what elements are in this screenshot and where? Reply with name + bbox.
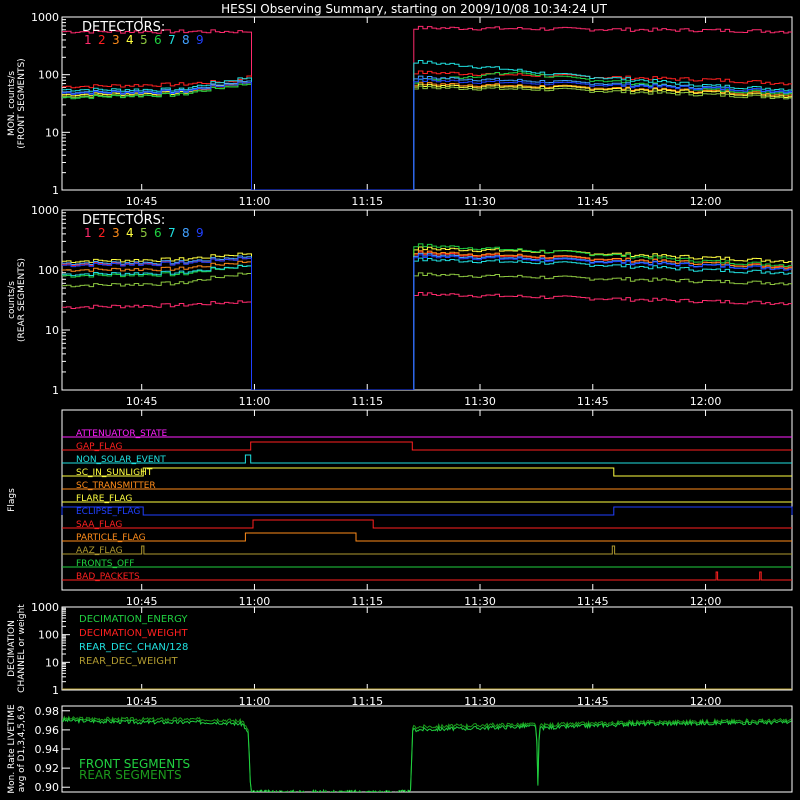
x-tick-label: 12:00 — [689, 595, 722, 608]
y-tick-label: 10 — [45, 656, 59, 670]
y-tick-label: 1000 — [31, 11, 59, 24]
series-line-1 — [62, 26, 793, 190]
livetime-legend-item: REAR SEGMENTS — [79, 768, 182, 782]
y-axis-label: (REAR SEGMENTS) — [17, 257, 27, 343]
flag-label: ATTENUATOR_STATE — [76, 429, 168, 439]
x-tick-label: 11:45 — [576, 395, 609, 408]
legend-label-2: 2 — [98, 33, 106, 47]
legend-label-6: 6 — [154, 226, 162, 240]
flag-label: ECLIPSE_FLAG — [76, 507, 141, 517]
x-tick-label: 10:45 — [125, 695, 158, 708]
flag-trace — [62, 442, 792, 450]
y-tick-label: 100 — [38, 68, 59, 82]
y-tick-label: 1000 — [31, 601, 59, 614]
y-tick-label: 1 — [52, 684, 59, 697]
flag-label: AAZ_FLAG — [76, 546, 123, 556]
y-tick-label: 100 — [38, 628, 59, 642]
series-line-3 — [62, 82, 793, 190]
y-tick-label: 1 — [52, 184, 59, 197]
y-tick-label: 10 — [45, 324, 59, 337]
series-line-5 — [62, 84, 793, 190]
legend-title: DETECTORS: — [82, 213, 166, 228]
legend-label-8: 8 — [182, 226, 190, 240]
legend-label-8: 8 — [182, 33, 190, 47]
livetime-series-line — [62, 717, 792, 794]
flag-label: FRONTS_OFF — [76, 559, 135, 569]
figure-title: HESSI Observing Summary, starting on 2009/10/08 10:34:24 UT — [221, 2, 607, 16]
flag-label: FLARE_FLAG — [76, 494, 133, 504]
y-tick-label: 0.94 — [34, 743, 59, 756]
y-axis-label: (FRONT SEGMENTS) — [17, 58, 27, 149]
y-axis-label: Mon. Rate LIVETIME — [7, 704, 17, 794]
series-line-1 — [62, 293, 793, 391]
x-tick-label: 11:30 — [464, 595, 496, 608]
x-tick-label: 12:00 — [689, 195, 722, 208]
flag-trace — [62, 572, 792, 580]
series-group — [62, 717, 792, 794]
y-axis-label: DECIMATION — [7, 620, 17, 677]
front-panel — [7, 11, 793, 208]
x-tick-label: 11:30 — [464, 695, 496, 708]
series-line-5 — [62, 273, 793, 390]
y-tick-label: 0.92 — [34, 762, 59, 776]
y-axis-label: avg of D1,3,4,5,6,9 — [17, 705, 27, 793]
series-line-4 — [62, 247, 793, 390]
series-group — [62, 244, 793, 390]
flag-trace — [62, 468, 792, 476]
x-tick-label: 12:00 — [689, 695, 722, 708]
legend-label-4: 4 — [126, 226, 134, 240]
livetime-panel — [7, 704, 792, 794]
legend-label-9: 9 — [196, 226, 204, 240]
x-tick-label: 11:15 — [351, 195, 384, 208]
panels-group — [7, 11, 793, 794]
decimation-legend-item: DECIMATION_WEIGHT — [79, 628, 188, 639]
legend-label-9: 9 — [196, 33, 204, 47]
x-tick-label: 11:45 — [576, 695, 609, 708]
y-axis-label: MON. counts/s — [7, 70, 17, 137]
y-axis-label: CHANNEL or weight — [17, 604, 27, 693]
legend-label-5: 5 — [140, 33, 148, 47]
flag-trace — [62, 546, 792, 554]
x-tick-label: 10:45 — [125, 595, 158, 608]
x-tick-label: 11:30 — [464, 195, 496, 208]
legend-label-2: 2 — [98, 226, 106, 240]
decimation-legend-item: REAR_DEC_WEIGHT — [79, 656, 178, 667]
flag-trace — [62, 455, 792, 463]
decimation-legend-item: DECIMATION_ENERGY — [79, 614, 188, 625]
series-line-4 — [62, 81, 793, 190]
x-tick-label: 10:45 — [125, 195, 158, 208]
livetime-legend-item: FRONT SEGMENTS — [79, 757, 191, 771]
decimation-panel — [7, 601, 792, 708]
y-tick-label: 0.96 — [34, 723, 59, 737]
x-tick-label: 11:00 — [238, 695, 271, 708]
y-axis-label: counts/s — [7, 281, 17, 319]
x-tick-label: 11:00 — [238, 195, 271, 208]
series-group — [62, 26, 793, 190]
series-line-3 — [62, 251, 793, 390]
flags-panel — [7, 410, 792, 608]
flag-label: SC_IN_SUNLIGHT — [76, 468, 153, 478]
legend-label-7: 7 — [168, 33, 176, 47]
flag-label: BAD_PACKETS — [76, 572, 140, 582]
x-tick-label: 11:15 — [351, 595, 384, 608]
flag-label: GAP_FLAG — [76, 442, 123, 452]
legend-label-3: 3 — [112, 33, 120, 47]
flag-trace — [62, 507, 792, 515]
x-tick-label: 11:00 — [238, 395, 271, 408]
x-tick-label: 11:45 — [576, 595, 609, 608]
flag-trace — [62, 533, 792, 541]
legend-label-3: 3 — [112, 226, 120, 240]
legend-label-7: 7 — [168, 226, 176, 240]
legend-label-6: 6 — [154, 33, 162, 47]
y-axis-label: Flags — [7, 488, 17, 512]
flag-label: NON_SOLAR_EVENT — [76, 455, 166, 465]
y-tick-label: 10 — [45, 126, 59, 140]
legend-label-4: 4 — [126, 33, 134, 47]
legend-label-1: 1 — [84, 226, 92, 240]
y-tick-label: 100 — [38, 264, 59, 277]
x-tick-label: 11:45 — [576, 195, 609, 208]
y-tick-label: 1 — [52, 384, 59, 397]
flag-label: PARTICLE_FLAG — [76, 533, 146, 543]
flag-label: SC_TRANSMITTER — [76, 481, 156, 491]
x-tick-label: 11:15 — [351, 395, 384, 408]
y-tick-label: 0.90 — [34, 781, 59, 795]
series-line-7 — [62, 258, 793, 390]
x-tick-label: 12:00 — [689, 395, 722, 408]
x-tick-label: 11:15 — [351, 695, 384, 708]
y-tick-label: 0.98 — [34, 704, 59, 718]
rear-panel — [7, 204, 793, 408]
x-tick-label: 10:45 — [125, 395, 158, 408]
x-tick-label: 11:30 — [464, 395, 496, 408]
y-tick-label: 1000 — [31, 204, 59, 217]
legend-title: DETECTORS: — [82, 20, 166, 35]
series-line-6 — [62, 244, 793, 390]
legend-label-5: 5 — [140, 226, 148, 240]
x-tick-label: 11:00 — [238, 595, 271, 608]
flag-label: SAA_FLAG — [76, 520, 123, 530]
flag-trace — [62, 520, 792, 528]
legend-label-1: 1 — [84, 33, 92, 47]
series-line-9 — [62, 79, 793, 190]
decimation-legend-item: REAR_DEC_CHAN/128 — [79, 642, 189, 653]
